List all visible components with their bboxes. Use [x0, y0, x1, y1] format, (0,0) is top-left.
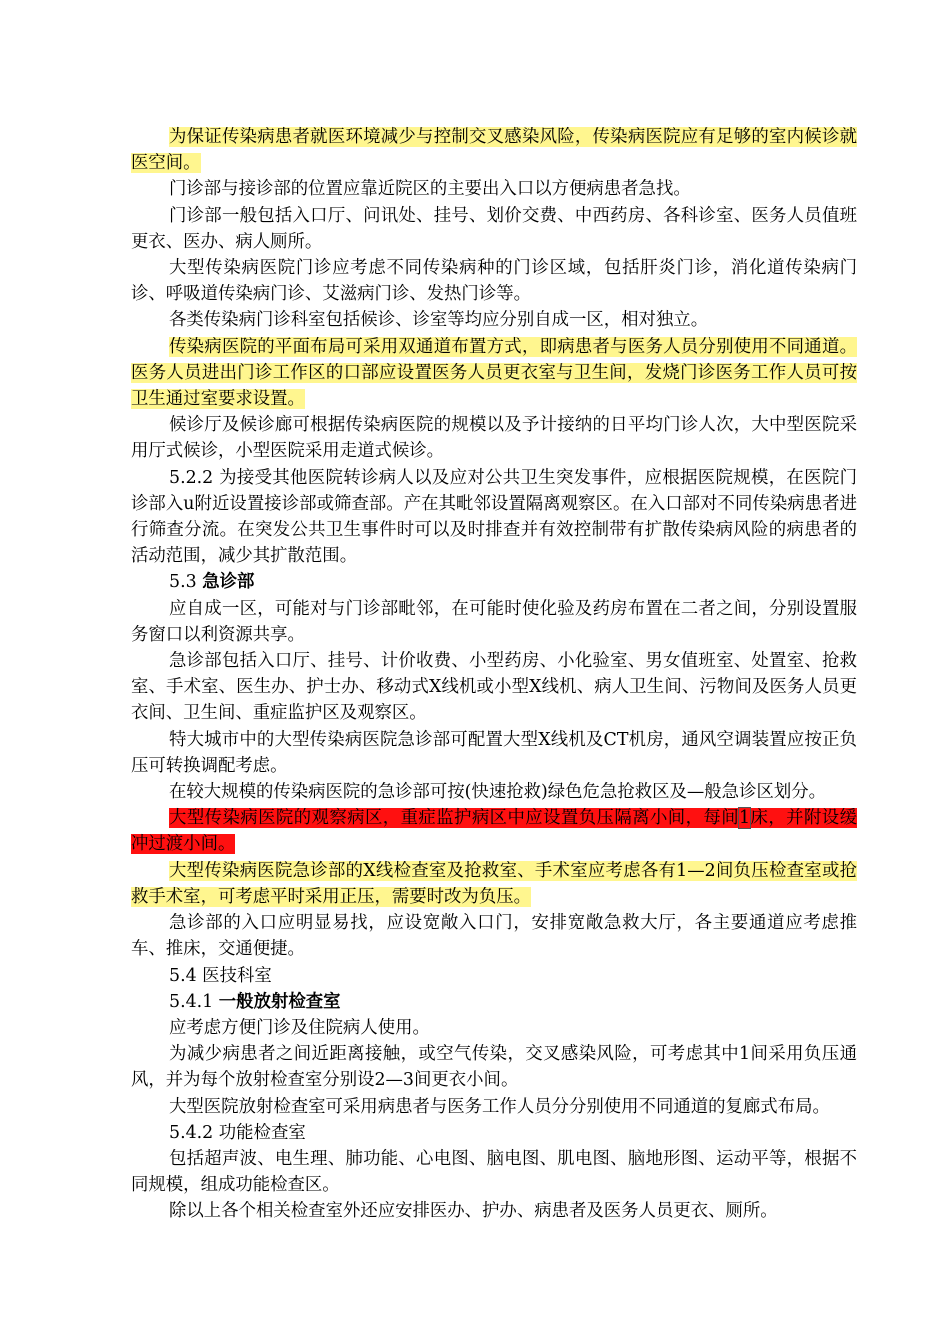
heading-number: 5.4.1 [169, 991, 219, 1012]
document-body [131, 124, 857, 1225]
text-run: 大型传染病医院的观察病区，重症监护病区中应设置负压隔离小间，每间 [169, 808, 740, 829]
paragraph: 大型传染病医院门诊应考虑不同传染病种的门诊区域，包括肝炎门诊，消化道传染病门诊、呼吸道传染病门诊、艾滋病门诊、发热门诊等。 [131, 258, 857, 305]
section-heading-5-4-2: 5.4.2 功能检查室 [169, 1122, 306, 1143]
paragraph: 门诊部一般包括入口厅、问讯处、挂号、划价交费、中西药房、各科诊室、医务人员值班更衣、医办、病人厕所。 [131, 205, 857, 252]
paragraph: 各类传染病门诊科室包括候诊、诊室等均应分别自成一区，相对独立。 [169, 310, 709, 331]
paragraph: 5.2.2 为接受其他医院转诊病人以及应对公共卫生突发事件，应根据医院规模，在医院门诊部入u附近设置接诊部或筛查部。产在其毗邻设置隔离观察区。在入口部对不同传染病患者进行筛查分流。在突发公共卫生事件时可以及时排查并有效控制带有扩散传染病风险的病患者的活动范围，减少其扩散范围。 [131, 467, 857, 567]
paragraph [131, 124, 857, 176]
heading-title: 一般放射检查室 [218, 991, 341, 1012]
paragraph: 包括超声波、电生理、肺功能、心电图、脑电图、肌电图、脑地形图、运动平等，根据不同规模，组成功能检查区。 [131, 1148, 857, 1196]
paragraph: 门诊部与接诊部的位置应靠近院区的主要出入口以方便病患者急找。 [169, 179, 691, 200]
paragraph: 除以上各个相关检查室外还应安排医办、护办、病患者及医务人员更衣、厕所。 [169, 1201, 778, 1222]
paragraph [131, 805, 857, 857]
highlighted-text: 大型传染病医院急诊部的X线检查室及抢救室、手术室应考虑各有1—2间负压检查室或抢救手术室，可考虑平时采用正压，需要时改为负压。 [131, 860, 857, 907]
paragraph: 为减少病患者之间近距离接触，或空气传染，交叉感染风险，可考虑其中1间采用负压通风，并为每个放射检查室分别设2—3间更衣小间。 [131, 1044, 857, 1091]
section-heading-5-3 [131, 569, 857, 595]
highlighted-text: 传染病医院的平面布局可采用双通道布置方式，即病患者与医务人员分别使用不同通道。医务人员进出门诊工作区的口部应设置医务人员更衣室与卫生间，发烧门诊医务工作人员可按卫生通过室要求设置。 [131, 336, 857, 410]
paragraph: 在较大规模的传染病医院的急诊部可按(快速抢救)绿色危急抢救区及—般急诊区划分。 [169, 782, 827, 803]
section-heading-5-4-1 [131, 989, 857, 1015]
paragraph: 大型医院放射检查室可采用病患者与医务工作人员分分别使用不同通道的复廊式布局。 [169, 1096, 830, 1117]
text-run: 床，并附设缓冲过渡小间。 [131, 808, 857, 855]
section-heading-5-4: 5.4 医技科室 [169, 965, 272, 986]
highlighted-text: 为保证传染病患者就医环境减少与控制交叉感染风险，传染病医院应有足够的室内候诊就医空间。 [131, 127, 857, 174]
paragraph [131, 334, 857, 413]
paragraph: 应考虑方便门诊及住院病人使用。 [169, 1017, 430, 1038]
paragraph [131, 858, 857, 910]
paragraph: 急诊部的入口应明显易找，应设宽敞入口门，安排宽敞急救大厅，各主要通道应考虑推车、推床，交通便捷。 [131, 913, 857, 960]
heading-number: 5.3 [169, 572, 203, 593]
red-highlighted-text [131, 808, 857, 854]
paragraph: 应自成一区，可能对与门诊部毗邻，在可能时使化验及药房布置在二者之间，分别设置服务窗口以利资源共享。 [131, 598, 857, 645]
paragraph: 急诊部包括入口厅、挂号、计价收费、小型药房、小化验室、男女值班室、处置室、抢救室、手术室、医生办、护士办、移动式X线机或小型X线机、病人卫生间、污物间及医务人员更衣间、卫生间、重症监护区及观察区。 [131, 651, 857, 724]
paragraph: 候诊厅及候诊廊可根据传染病医院的规模以及予计接纳的日平均门诊人次，大中型医院采用厅式候诊，小型医院采用走道式候诊。 [131, 415, 857, 462]
heading-title: 急诊部 [202, 572, 255, 593]
boxed-number: 1 [739, 808, 751, 829]
paragraph: 特大城市中的大型传染病医院急诊部可配置大型X线机及CT机房，通风空调装置应按正负压可转换调配考虑。 [131, 729, 857, 776]
